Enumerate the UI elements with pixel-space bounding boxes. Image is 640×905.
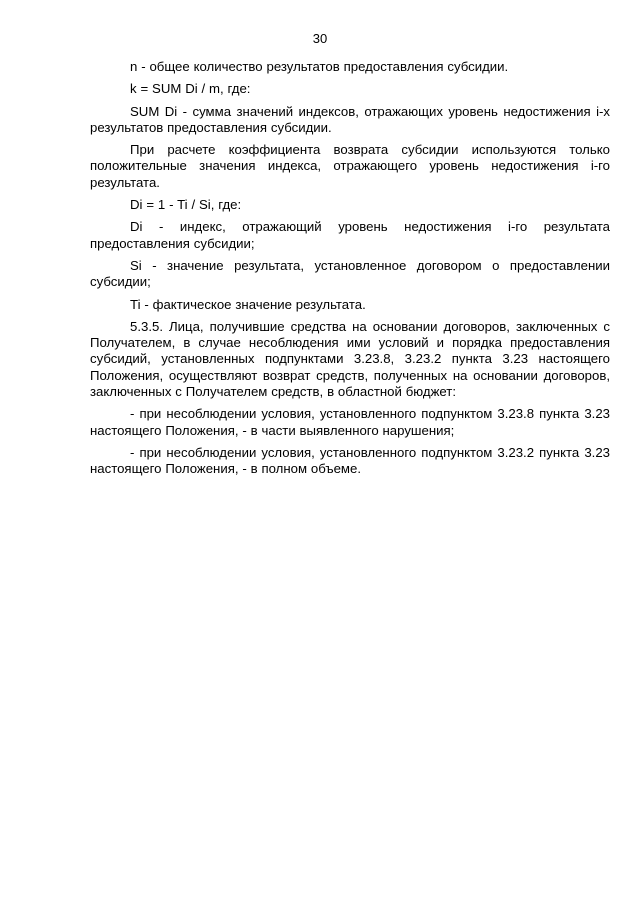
formula-k: k = SUM Di / m, где: — [130, 81, 251, 97]
document-body — [90, 59, 610, 484]
paragraph-ti-definition: Ti - фактическое значение результата. — [130, 296, 366, 312]
list-item-violation-partial: - при несоблюдении условия, установленного подпунктом 3.23.8 пункта 3.23 настоящего Положения, - в части выявленного нарушения; — [90, 406, 610, 438]
page-number: 30 — [312, 31, 328, 46]
list-item-violation-full: - при несоблюдении условия, установленного подпунктом 3.23.2 пункта 3.23 настоящего Положения, - в полном объеме. — [90, 444, 610, 477]
paragraph-di-definition: Di - индекс, отражающий уровень недостижения i-го результата предоставления субсидии; — [90, 219, 610, 251]
paragraph-positive-values-note: При расчете коэффициента возврата субсидии используются только положительные значения индекса, отражающего уровень недостижения i-го результата. — [90, 142, 610, 190]
formula-di: Di = 1 - Ti / Si, где: — [130, 197, 242, 213]
paragraph-clause-5-3-5: 5.3.5. Лица, получившие средства на основании договоров, заключенных с Получателем, в случае несоблюдения ими условий и порядка предоставления субсидий, установленных подпунктами 3.23.8, 3.23.2 пункта 3.23 настоящего Положения, осуществляют возврат средств, полученных на основании договоров, заключенных с Получателем средств, в областной бюджет: — [90, 318, 610, 400]
paragraph-n-definition: n - общее количество результатов предоставления субсидии. — [130, 59, 509, 74]
paragraph-si-definition: Si - значение результата, установленное договором о предоставлении субсидии; — [90, 257, 610, 290]
paragraph-sum-di-definition: SUM Di - сумма значений индексов, отражающих уровень недостижения i-х результатов предоставления субсидии. — [90, 103, 610, 135]
